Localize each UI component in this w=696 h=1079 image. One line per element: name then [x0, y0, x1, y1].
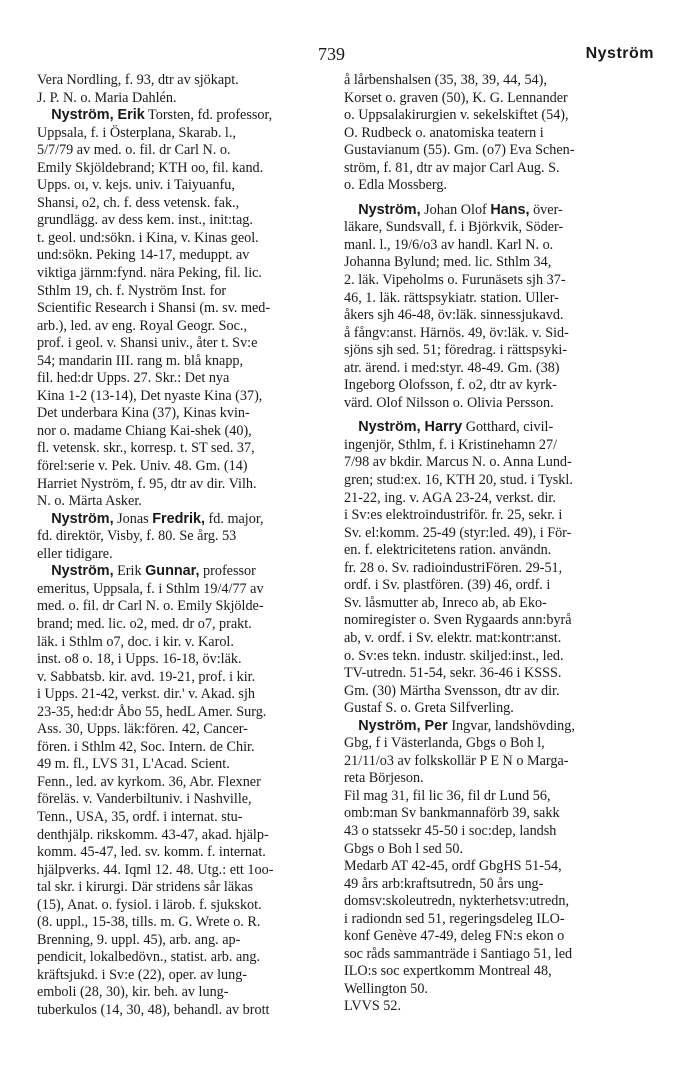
entry-name: Nyström,	[51, 563, 114, 580]
text-line	[37, 160, 337, 178]
line-text: ordf. i Sv. plastfören. (39) 46, ordf. i	[344, 577, 551, 594]
line-text: Harriet Nyström, f. 95, dtr av dir. Vilh.	[37, 475, 257, 492]
line-text: emeritus, Uppsala, f. i Sthlm 19/4/77 av	[37, 580, 264, 597]
line-text: 49 m. fl., LVS 31, L'Acad. Scient.	[37, 756, 230, 773]
text-line	[37, 72, 337, 90]
text-line	[37, 388, 337, 406]
line-text: fören. i Sthlm 42, Soc. Intern. de Chir.	[37, 738, 255, 755]
line-text: sjöns sjh sed. 51; föredrag. i rättspsyki-	[344, 342, 568, 359]
text-line	[37, 967, 337, 985]
line-text: manl. l., 19/6/o3 av handl. Karl N. o.	[344, 236, 554, 253]
text-line	[37, 265, 337, 283]
line-text: Gotthard, civil-	[462, 419, 554, 436]
text-line	[344, 219, 644, 237]
line-text: komm. 45-47, led. sv. komm. f. internat.	[37, 844, 266, 861]
line-text: Uppsala, f. i Österplana, Skarab. l.,	[37, 124, 236, 141]
text-line	[344, 858, 644, 876]
text-line	[37, 686, 337, 704]
text-line	[37, 511, 337, 529]
text-line	[37, 546, 337, 564]
line-text	[37, 563, 51, 579]
text-line	[37, 370, 337, 388]
line-text: Johanna Bylund; med. lic. Sthlm 34,	[344, 254, 552, 271]
right-column	[344, 72, 644, 1016]
line-text: 5/7/79 av med. o. fil. dr Carl N. o.	[37, 142, 231, 159]
text-line	[344, 507, 644, 525]
text-line	[37, 581, 337, 599]
line-text: ström, f. 81, dtr av major Carl Aug. S.	[344, 159, 560, 176]
line-text: pendicit, lokalbedövn., statist. arb. ang.	[37, 949, 261, 966]
line-text: tal skr. i kirurgi. Där stridens sår läkas	[37, 879, 254, 896]
text-line	[37, 405, 337, 423]
text-line	[37, 598, 337, 616]
text-line	[37, 458, 337, 476]
text-line	[344, 911, 644, 929]
page-number: 739	[318, 44, 345, 64]
line-text: Tenn., USA, 35, ordf. i internat. stu-	[37, 808, 243, 825]
text-line	[37, 230, 337, 248]
line-text: nor o. madame Chiang Kai-shek (40),	[37, 422, 252, 439]
line-text: hjälpverks. 44. Iqml 12. 48. Utg.: ett 1oo-	[37, 861, 274, 878]
text-line	[37, 212, 337, 230]
text-line	[344, 893, 644, 911]
line-text: tuberkulos (14, 30, 48), behandl. av brott	[37, 1001, 270, 1018]
text-line	[344, 963, 644, 981]
text-line	[344, 72, 644, 90]
line-text: Gustaf S. o. Greta Silfverling.	[344, 700, 514, 717]
line-text: 54; mandarin III. rang m. blå knapp,	[37, 352, 244, 369]
line-text: gren; stud:ex. 16, KTH 20, stud. i Tyskl.	[344, 472, 573, 489]
text-line	[37, 739, 337, 757]
line-text: (8. uppl., 15-38, tills. m. G. Wrete o. R.	[37, 914, 261, 931]
entry-name: Nyström, Per	[358, 717, 448, 734]
line-text: Emily Skjöldebrand; KTH oo, fil. kand.	[37, 159, 264, 176]
text-line	[344, 125, 644, 143]
entry-name: Nyström,	[51, 510, 114, 527]
line-text: denthjälp. rikskomm. 43-47, akad. hjälp-	[37, 826, 269, 843]
text-line	[344, 142, 644, 160]
line-text: 46, 1. läk. rättspsykiatr. station. Uller-	[344, 289, 559, 306]
text-line	[344, 788, 644, 806]
text-line	[37, 335, 337, 353]
entry-name: Gunnar,	[145, 563, 200, 580]
line-text: 2. läk. Vipeholms o. Furunäsets sjh 37-	[344, 272, 566, 289]
line-text: brand; med. lic. o2, med. dr o7, prakt.	[37, 615, 252, 632]
line-text: reta Börjeson.	[344, 770, 424, 787]
line-text: Ass. 30, Upps. läk:fören. 42, Cancer-	[37, 721, 248, 738]
line-text: inst. o8 o. 18, i Upps. 16-18, öv:läk.	[37, 651, 242, 668]
text-line	[37, 423, 337, 441]
line-text: (15), Anat. o. fysiol. i lärob. f. sjukskot.	[37, 896, 262, 913]
text-line	[344, 735, 644, 753]
line-text: Vera Nordling, f. 93, dtr av sjökapt.	[37, 72, 239, 88]
line-text: emboli (28, 30), kir. beh. av lung-	[37, 984, 229, 1001]
text-line	[344, 998, 644, 1016]
line-text: domsv:skoleutredn, nykterhetsv:utredn,	[344, 893, 569, 910]
line-text	[344, 202, 358, 218]
text-line	[37, 634, 337, 652]
line-text: fd. major,	[205, 510, 264, 527]
text-line	[344, 876, 644, 894]
line-text: Gm. (30) Märtha Svensson, dtr av dir.	[344, 682, 560, 699]
line-text: Shansi, o2, ch. f. dess vetensk. fak.,	[37, 194, 240, 211]
line-text: Brenning, 9. uppl. 45), arb. ang. ap-	[37, 931, 241, 948]
text-line	[344, 981, 644, 999]
line-text: und:sökn. Peking 14-17, meduppt. av	[37, 247, 250, 264]
text-line	[344, 437, 644, 455]
text-line	[37, 125, 337, 143]
text-line	[344, 419, 644, 437]
text-line	[344, 107, 644, 125]
text-line	[344, 928, 644, 946]
text-line	[37, 897, 337, 915]
line-text: Fenn., led. av kyrkom. 36, Abr. Flexner	[37, 773, 261, 790]
running-head: Nyström	[585, 45, 654, 62]
line-text: Ingeborg Olofsson, f. o2, dtr av kyrk-	[344, 377, 557, 394]
line-text: Wellington 50.	[344, 980, 428, 997]
text-line	[344, 160, 644, 178]
line-text: Korset o. graven (50), K. G. Lennander	[344, 89, 568, 106]
entry-name: Nyström, Harry	[358, 419, 463, 436]
line-text: konf Genève 47-49, deleg FN:s ekon o	[344, 928, 565, 945]
text-line	[37, 107, 337, 125]
text-line	[344, 718, 644, 736]
text-line	[344, 595, 644, 613]
line-text: fl. vetensk. skr., korresp. t. ST sed. 37,	[37, 440, 255, 457]
line-text: åkers sjh 46-48, öv:läk. sinnessjukavd.	[344, 307, 564, 324]
line-text: Kina 1-2 (13-14), Det nyaste Kina (37),	[37, 387, 263, 404]
text-line	[344, 665, 644, 683]
line-text: Det underbara Kina (37), Kinas kvin-	[37, 405, 250, 422]
line-text: fr. 28 o. Sv. radioindustriFören. 29-51,	[344, 559, 563, 576]
text-line	[344, 560, 644, 578]
line-text: läk. i Sthlm o7, doc. i kir. v. Karol.	[37, 633, 234, 650]
text-line	[344, 577, 644, 595]
text-line	[37, 528, 337, 546]
text-line	[344, 700, 644, 718]
line-text: i radiondn sed 51, regeringsdeleg ILO-	[344, 910, 565, 927]
text-line	[344, 805, 644, 823]
line-text: TV-utredn. 51-54, sekr. 36-46 i KSSS.	[344, 665, 562, 682]
text-line	[344, 753, 644, 771]
text-line	[344, 648, 644, 666]
text-line	[344, 360, 644, 378]
line-text: J. P. N. o. Maria Dahlén.	[37, 89, 177, 106]
line-text: O. Rudbeck o. anatomiska teatern i	[344, 124, 544, 141]
text-line	[37, 318, 337, 336]
line-text: med. o. fil. dr Carl N. o. Emily Skjölde-	[37, 598, 264, 615]
text-line	[37, 756, 337, 774]
text-line	[344, 307, 644, 325]
line-text: 49 års arb:kraftsutredn, 50 års ung-	[344, 875, 544, 892]
line-text: soc råds sammanträde i Santiago 51, led	[344, 945, 573, 962]
paragraph-gap	[344, 412, 644, 419]
text-line	[37, 984, 337, 1002]
line-text: Gustavianum (55). Gm. (o7) Eva Schen-	[344, 142, 575, 159]
line-text: å lårbenshalsen (35, 38, 39, 44, 54),	[344, 72, 547, 88]
text-line	[37, 774, 337, 792]
line-text: Medarb AT 42-45, ordf GbgHS 51-54,	[344, 858, 562, 875]
entry-name: Nyström,	[358, 201, 421, 218]
text-line	[37, 440, 337, 458]
line-text: 21/11/o3 av folkskollär P E N o Marga-	[344, 752, 569, 769]
text-line	[344, 683, 644, 701]
line-text: å fångv:anst. Härnös. 49, öv:läk. v. Sid-	[344, 324, 569, 341]
paragraph-gap	[344, 195, 644, 202]
entry-name: Hans,	[490, 201, 530, 218]
text-line	[344, 377, 644, 395]
text-line	[37, 616, 337, 634]
line-text: över-	[529, 201, 563, 218]
entry-name: Fredrik,	[152, 510, 205, 527]
line-text	[37, 511, 51, 527]
line-text: Sv. el:komm. 25-49 (styr:led. 49), i För-	[344, 524, 572, 541]
line-text: Torsten, fd. professor,	[144, 107, 273, 124]
line-text: 21-22, ing. v. AGA 23-24, verkst. dir.	[344, 489, 556, 506]
line-text: Erik	[113, 563, 146, 580]
text-line	[344, 177, 644, 195]
text-line	[344, 612, 644, 630]
entry-name: Nyström, Erik	[51, 107, 145, 124]
text-line	[37, 721, 337, 739]
line-text: ILO:s soc expertkomm Montreal 48,	[344, 963, 552, 980]
text-line	[344, 342, 644, 360]
text-line	[37, 300, 337, 318]
line-text	[37, 107, 51, 123]
line-text: o. Edla Mossberg.	[344, 177, 447, 194]
line-text: föreläs. v. Vanderbiltuniv. i Nashville,	[37, 791, 252, 808]
line-text: Fil mag 31, fil lic 36, fil dr Lund 56,	[344, 787, 551, 804]
text-line	[37, 142, 337, 160]
line-text	[344, 419, 358, 435]
line-text: i Upps. 21-42, verkst. dir.' v. Akad. sjh	[37, 686, 255, 703]
line-text: prof. i geol. v. Shansi univ., åter t. Sv:e	[37, 335, 258, 352]
text-line	[37, 949, 337, 967]
line-text: omb:man Sv bankmannaförb 39, sakk	[344, 805, 560, 822]
text-line	[344, 472, 644, 490]
text-line	[344, 90, 644, 108]
text-line	[37, 669, 337, 687]
text-line	[37, 195, 337, 213]
line-text: 23-35, hed:dr Åbo 55, hedL Amer. Surg.	[37, 703, 267, 720]
text-line	[37, 879, 337, 897]
text-line	[344, 823, 644, 841]
line-text: Sthlm 19, ch. f. Nyström Inst. for	[37, 282, 227, 299]
line-text: arb.), led. av eng. Royal Geogr. Soc.,	[37, 317, 247, 334]
text-line	[37, 862, 337, 880]
line-text: nomiregister o. Sven Rygaards ann:byrå	[344, 612, 572, 629]
text-line	[344, 454, 644, 472]
text-line	[37, 353, 337, 371]
text-line	[344, 290, 644, 308]
text-line	[344, 202, 644, 220]
text-line	[344, 254, 644, 272]
text-line	[37, 932, 337, 950]
text-line	[344, 770, 644, 788]
text-line	[37, 809, 337, 827]
line-text: o. Sv:es tekn. industr. skiljed:inst., led.	[344, 647, 564, 664]
line-text: ab, v. ordf. i Sv. elektr. mat:kontr:anst.	[344, 629, 562, 646]
text-line	[37, 791, 337, 809]
line-text: viktiga järnm:fynd. nära Peking, fil. lic.	[37, 265, 262, 282]
text-line	[344, 946, 644, 964]
line-text: LVVS 52.	[344, 998, 402, 1015]
text-line	[344, 542, 644, 560]
line-text: förel:serie v. Pek. Univ. 48. Gm. (14)	[37, 458, 248, 475]
line-text: grundlägg. av dess kem. inst., init:tag.	[37, 212, 253, 229]
line-text: Gbgs o Boh l sed 50.	[344, 840, 464, 857]
line-text: kräftsjukd. i Sv:e (22), oper. av lung-	[37, 966, 248, 983]
line-text: Ingvar, landshövding,	[447, 717, 575, 734]
line-text: fil. hed:dr Upps. 27. Skr.: Det nya	[37, 370, 230, 387]
line-text: v. Sabbatsb. kir. avd. 19-21, prof. i kir.	[37, 668, 256, 685]
line-text: Sv. låsmutter ab, Inreco ab, ab Eko-	[344, 594, 547, 611]
line-text: i Sv:es elektroindustriför. fr. 25, sekr. i	[344, 507, 563, 524]
text-line	[37, 247, 337, 265]
text-line	[344, 841, 644, 859]
text-line	[344, 630, 644, 648]
text-line	[344, 525, 644, 543]
line-text: värd. Olof Nilsson o. Olivia Persson.	[344, 394, 554, 411]
text-line	[344, 395, 644, 413]
text-line	[37, 704, 337, 722]
text-line	[37, 914, 337, 932]
line-text: eller tidigare.	[37, 545, 113, 562]
line-text: läkare, Sundsvall, f. i Björkvik, Söder-	[344, 219, 564, 236]
text-line	[37, 651, 337, 669]
line-text: Johan Olof	[420, 201, 491, 218]
line-text: fd. direktör, Visby, f. 80. Se årg. 53	[37, 528, 237, 545]
left-column	[37, 72, 337, 1020]
line-text: o. Uppsalakirurgien v. sekelskiftet (54),	[344, 107, 569, 124]
line-text: N. o. Märta Asker.	[37, 493, 142, 510]
text-line	[37, 177, 337, 195]
line-text: en. f. elektricitetens ration. användn.	[344, 542, 552, 559]
text-line	[344, 272, 644, 290]
text-line	[37, 476, 337, 494]
text-line	[37, 493, 337, 511]
line-text: 7/98 av bkdir. Marcus N. o. Anna Lund-	[344, 454, 572, 471]
line-text: Scientific Research i Shansi (m. sv. med-	[37, 300, 271, 317]
text-line	[344, 237, 644, 255]
text-line	[37, 827, 337, 845]
text-line	[344, 325, 644, 343]
text-line	[344, 490, 644, 508]
text-line	[37, 844, 337, 862]
line-text: t. geol. und:sökn. i Kina, v. Kinas geol.	[37, 229, 259, 246]
text-line	[37, 90, 337, 108]
text-line	[37, 563, 337, 581]
text-line	[37, 1002, 337, 1020]
line-text: professor	[199, 563, 256, 580]
text-line	[37, 283, 337, 301]
line-text: Jonas	[113, 510, 153, 527]
line-text: Gbg, f i Västerlanda, Gbgs o Boh l,	[344, 735, 545, 752]
line-text: ingenjör, Sthlm, f. i Kristinehamn 27/	[344, 436, 558, 453]
line-text: atr. ärend. i med:styr. 48-49. Gm. (38)	[344, 359, 560, 376]
line-text: 43 o statssekr 45-50 i soc:dep, landsh	[344, 822, 557, 839]
line-text: Upps. oı, v. kejs. univ. i Taiyuanfu,	[37, 177, 235, 194]
line-text	[344, 718, 358, 734]
